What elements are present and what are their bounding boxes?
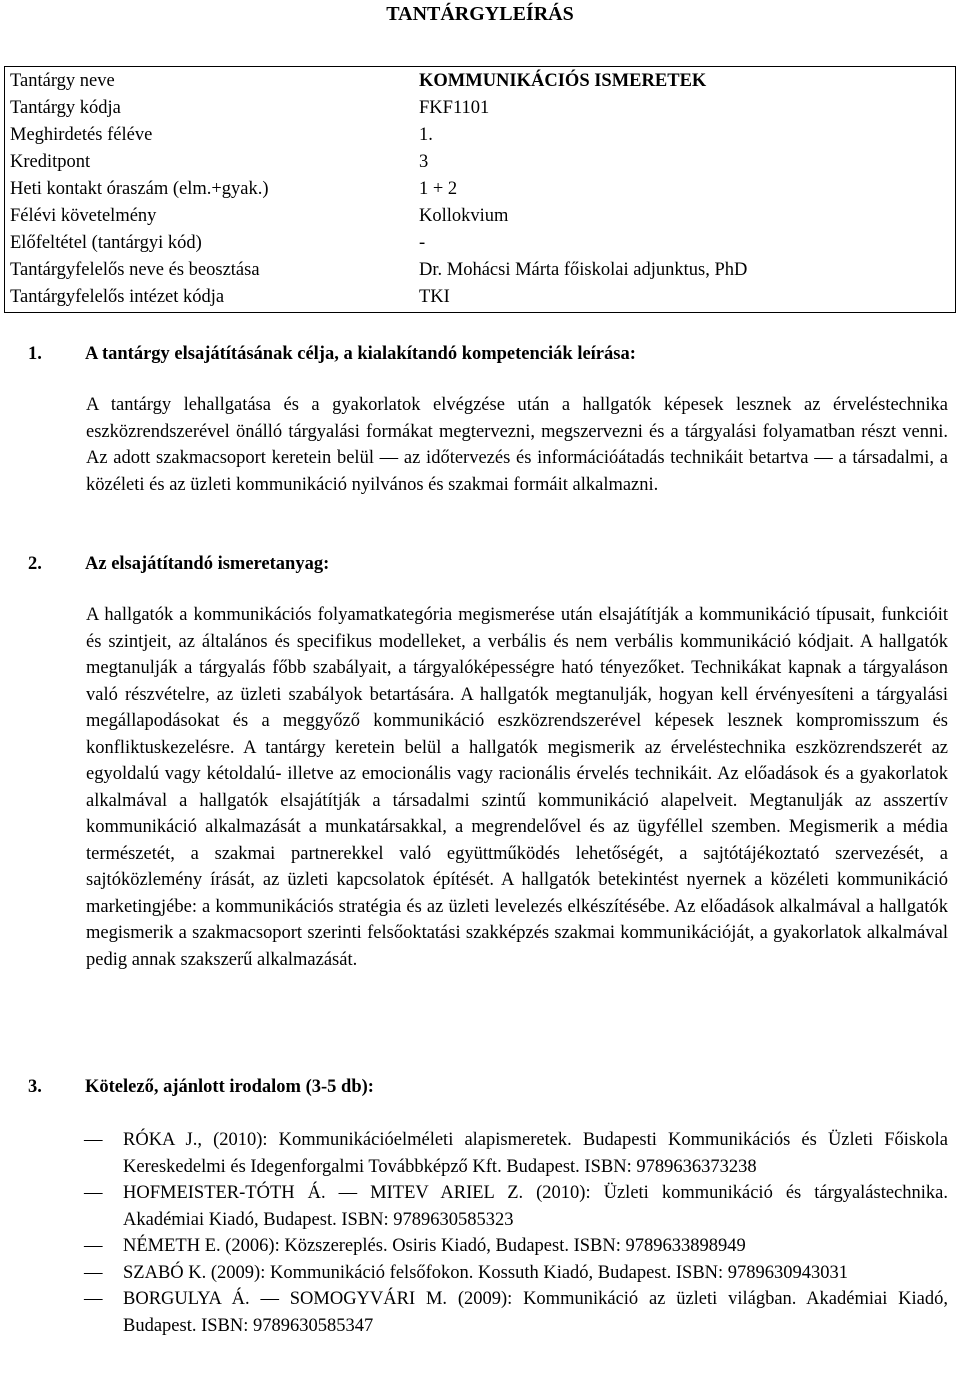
dash-bullet: — (84, 1130, 103, 1150)
info-label: Tantárgy neve (10, 71, 115, 91)
section-number: 2. (28, 554, 42, 574)
dash-bullet: — (84, 1262, 103, 1283)
section-title: A tantárgy elsajátításának célja, a kialakítandó kompetenciák leírása: (85, 344, 636, 364)
section-2-body: A hallgatók a kommunikációs folyamatkategória megismerése után elsajátítják a kommunikáció típusait, funkcióit és szintjeit, az általános és specifikus modelleket, a verbális és nem verbális kommunikáció kódjait. A hallgatók megtanulják a tárgyalás főbb szabályait, a tárgyalóképességre ható tényezőket. Technikákat kapnak a tárgyaláson való részvételre, az üzleti szabályok betartására. A hallgatók megtanulják, hogyan kell érvényesíteni a tárgyalási megállapodásokat és a meggyőző kommunikáció eszközrendszerével képesek lesznek kompromisszum és konfliktuskezelésre. A tantárgy keretein belül a hallgatók megismerik az érveléstechnika eszközrendszerét az egyoldalú vagy kétoldalú- illetve az emocionális vagy racionális érvelés technikáit. Az előadások és a gyakorlatok alkalmával a hallgatók elsajátítják a társadalmi szintű kommunikáció alapelveit. Megtanulják az asszertív kommunikáció alkalmazását a munkatársakkal, a megrendelővel és az ügyféllel szemben. Megismerik a média természetét, a szakmai partnerekkel való együttműködés lehetőségét, a sajtótájékoztató szervezését, a sajtóközlemény írását, az üzleti kapcsolatok építését. A hallgatók betekintést nyernek a közéleti kommunikáció marketingjébe: a kommunikációs stratégia és az üzleti levelezés elkészítésébe. Az előadások alkalmával a hallgatók megismerik a szakmacsoport szerinti felsőoktatási szakképzés szakmai kommunikációját, a gyakorlatok alkalmával pedig annak szakszerű alkalmazását. (86, 605, 948, 970)
info-row-responsible (10, 257, 955, 284)
info-label: Tantárgy kódja (10, 98, 121, 118)
info-value: KOMMUNIKÁCIÓS ISMERETEK (419, 71, 707, 91)
info-label: Félévi követelmény (10, 206, 157, 226)
section-2-heading (28, 550, 329, 578)
reference-text: BORGULYA Á. — SOMOGYVÁRI M. (2009): Kommunikáció az üzleti világban. Akadémiai Kiadó, Budapest. ISBN: 9789630585347 (123, 1289, 948, 1336)
section-1-heading (28, 340, 636, 368)
dash-bullet: — (84, 1236, 103, 1256)
course-info-table (4, 66, 956, 313)
reference-text: RÓKA J., (2010): Kommunikációelméleti alapismeretek. Budapesti Kommunikációs és Üzleti Főiskola Kereskedelmi és Idegenforgalmi Továbbképző Kft. Budapest. ISBN: 9789636373238 (123, 1130, 948, 1177)
section-3-heading (28, 1073, 374, 1101)
reference-item (86, 1180, 948, 1233)
info-value: 3 (419, 152, 429, 172)
info-label: Heti kontakt óraszám (elm.+gyak.) (10, 179, 269, 199)
section-title: Kötelező, ajánlott irodalom (3-5 db): (85, 1077, 374, 1097)
reference-item (86, 1127, 948, 1180)
reference-text: NÉMETH E. (2006): Közszereplés. Osiris Kiadó, Budapest. ISBN: 9789633898949 (123, 1236, 746, 1256)
info-row-requirement (10, 203, 955, 230)
info-row-institute-code (10, 284, 955, 311)
section-1-body: A tantárgy lehallgatása és a gyakorlatok elvégzése után a hallgatók képesek lesznek az érveléstechnika eszközrendszerével önálló tárgyalási formákat megtervezni, megszervezni és a tárgyalási folyamatban részt venni. Az adott szakmacsoport keretein belül — az időtervezés és információátadás technikáit betartva — a társadalmi, a közéleti és az üzleti kommunikáció nyilvános és szakmai formáit alkalmazni. (86, 395, 948, 495)
info-row-course-name (10, 68, 955, 95)
info-value: Kollokvium (419, 206, 509, 226)
info-label: Kreditpont (10, 152, 91, 172)
info-value: TKI (419, 287, 450, 307)
info-row-course-code (10, 95, 955, 122)
info-label: Meghirdetés féléve (10, 125, 153, 145)
dash-bullet: — (84, 1289, 103, 1309)
info-value: 1 + 2 (419, 179, 458, 199)
reference-item (86, 1260, 948, 1287)
info-label: Tantárgyfelelős neve és beosztása (10, 260, 260, 280)
info-row-semester (10, 122, 955, 149)
info-value: FKF1101 (419, 98, 490, 118)
reference-list (86, 1127, 948, 1339)
info-value: Dr. Mohácsi Márta főiskolai adjunktus, PhD (419, 260, 748, 280)
info-value: - (419, 233, 426, 253)
section-number: 1. (28, 344, 42, 364)
info-value: 1. (419, 125, 433, 145)
dash-bullet: — (84, 1183, 103, 1203)
info-row-contact-hours (10, 176, 955, 203)
section-title: Az elsajátítandó ismeretanyag: (85, 554, 330, 574)
reference-item (86, 1233, 948, 1260)
info-row-credits (10, 149, 955, 176)
reference-item (86, 1286, 948, 1339)
section-number: 3. (28, 1077, 42, 1097)
document-title: TANTÁRGYLEÍRÁS (386, 3, 574, 25)
info-label: Tantárgyfelelős intézet kódja (10, 287, 225, 307)
info-label: Előfeltétel (tantárgyi kód) (10, 233, 202, 253)
reference-text: HOFMEISTER-TÓTH Á. — MITEV ARIEL Z. (2010): Üzleti kommunikáció és tárgyalástechnika. Akadémiai Kiadó, Budapest. ISBN: 9789630585323 (123, 1183, 948, 1230)
info-row-prerequisite (10, 230, 955, 257)
reference-text: SZABÓ K. (2009): Kommunikáció felsőfokon. Kossuth Kiadó, Budapest. ISBN: 9789630943031 (123, 1262, 849, 1283)
